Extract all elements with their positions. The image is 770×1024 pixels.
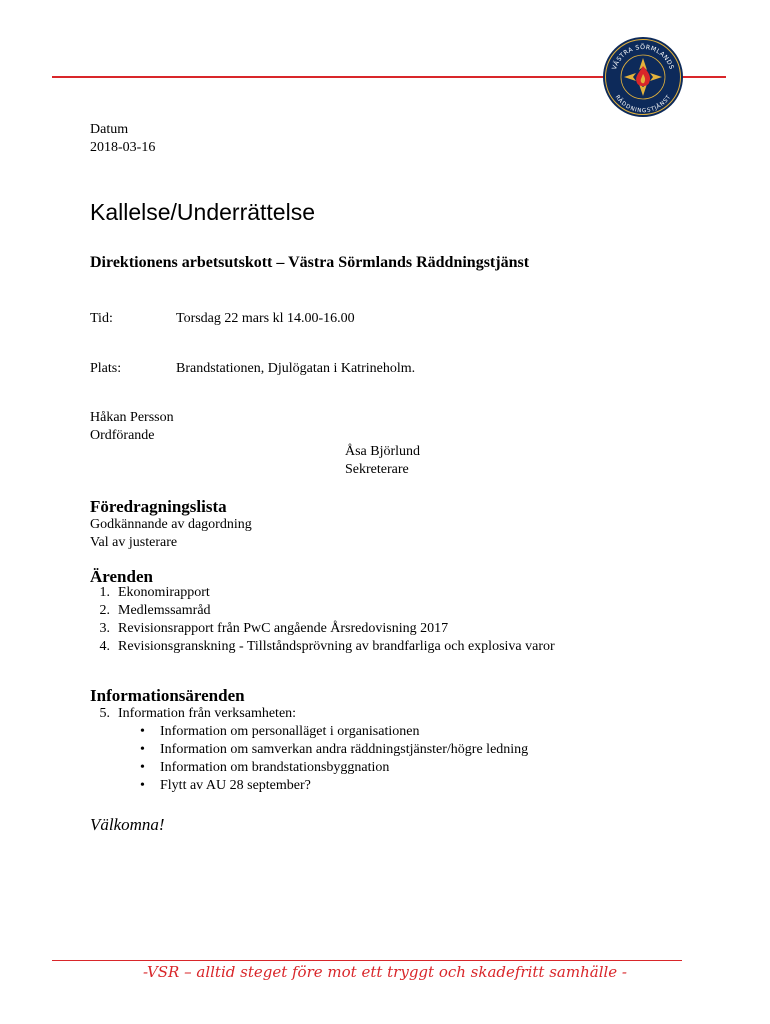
information-list [90,705,296,723]
bullet-item: • Information om personalläget i organisationen [140,724,420,739]
date-label: Datum [90,122,129,137]
agenda-heading: Föredragningslista [90,497,227,516]
place-label: Plats: [90,361,122,376]
bullet-icon: • [140,778,145,793]
logo-bottom-text: RÄDDNINGSTJÄNST [613,94,673,115]
agenda-item: Godkännande av dagordning [90,517,252,532]
list-item [90,584,555,602]
item-text: Information från verksamheten: [118,706,297,721]
bullet-icon: • [140,760,145,775]
item-text: Revisionsrapport från PwC angående Årsredovisning 2017 [118,621,449,636]
list-item [90,620,555,638]
agenda-item: Val av justerare [90,535,178,550]
secretary-signature [345,443,420,479]
chair-signature [90,409,174,445]
time-label: Tid: [90,311,113,326]
closing-text: Välkomna! [90,815,165,834]
information-bullets [140,723,528,795]
matters-list [90,584,555,656]
item-number: 5. [99,706,110,721]
agenda-list [90,516,252,552]
organization-logo [602,36,684,118]
chair-name: Håkan Persson [90,410,174,425]
document-subtitle: Direktionens arbetsutskott – Västra Sörmlands Räddningstjänst [90,254,530,271]
item-number: 2. [99,603,110,618]
item-number: 4. [99,639,110,654]
bullet-icon: • [140,724,145,739]
item-text: Revisionsgranskning - Tillståndsprövning av brandfarliga och explosiva varor [118,639,555,654]
bullet-icon: • [140,742,145,757]
bullet-item: • Information om samverkan andra räddningstjänster/högre ledning [140,742,529,757]
footer-divider [52,960,682,961]
bullet-item: • Information om brandstationsbyggnation [140,760,390,775]
logo-top-text: VÄSTRA SÖRMLANDS [611,43,675,71]
footer-slogan: -VSR – alltid steget före mot ett tryggt och skadefritt samhälle - [142,963,628,981]
date-block [90,121,155,157]
list-item [90,602,555,620]
item-text: Ekonomirapport [118,585,210,600]
chair-role: Ordförande [90,428,155,443]
information-heading: Informationsärenden [90,686,245,705]
bullet-item: • Flytt av AU 28 september? [140,778,311,793]
list-item [90,638,555,656]
item-text: Medlemssamråd [118,603,211,618]
item-number: 3. [99,621,110,636]
document-title: Kallelse/Underrättelse [90,199,316,225]
matters-heading: Ärenden [90,567,153,586]
secretary-role: Sekreterare [345,462,409,477]
secretary-name: Åsa Björlund [345,444,421,459]
item-number: 1. [99,585,110,600]
list-item [90,705,296,723]
date-value: 2018-03-16 [90,140,156,155]
place-value: Brandstationen, Djulögatan i Katrineholm. [176,361,416,376]
time-value: Torsdag 22 mars kl 14.00-16.00 [176,311,355,326]
